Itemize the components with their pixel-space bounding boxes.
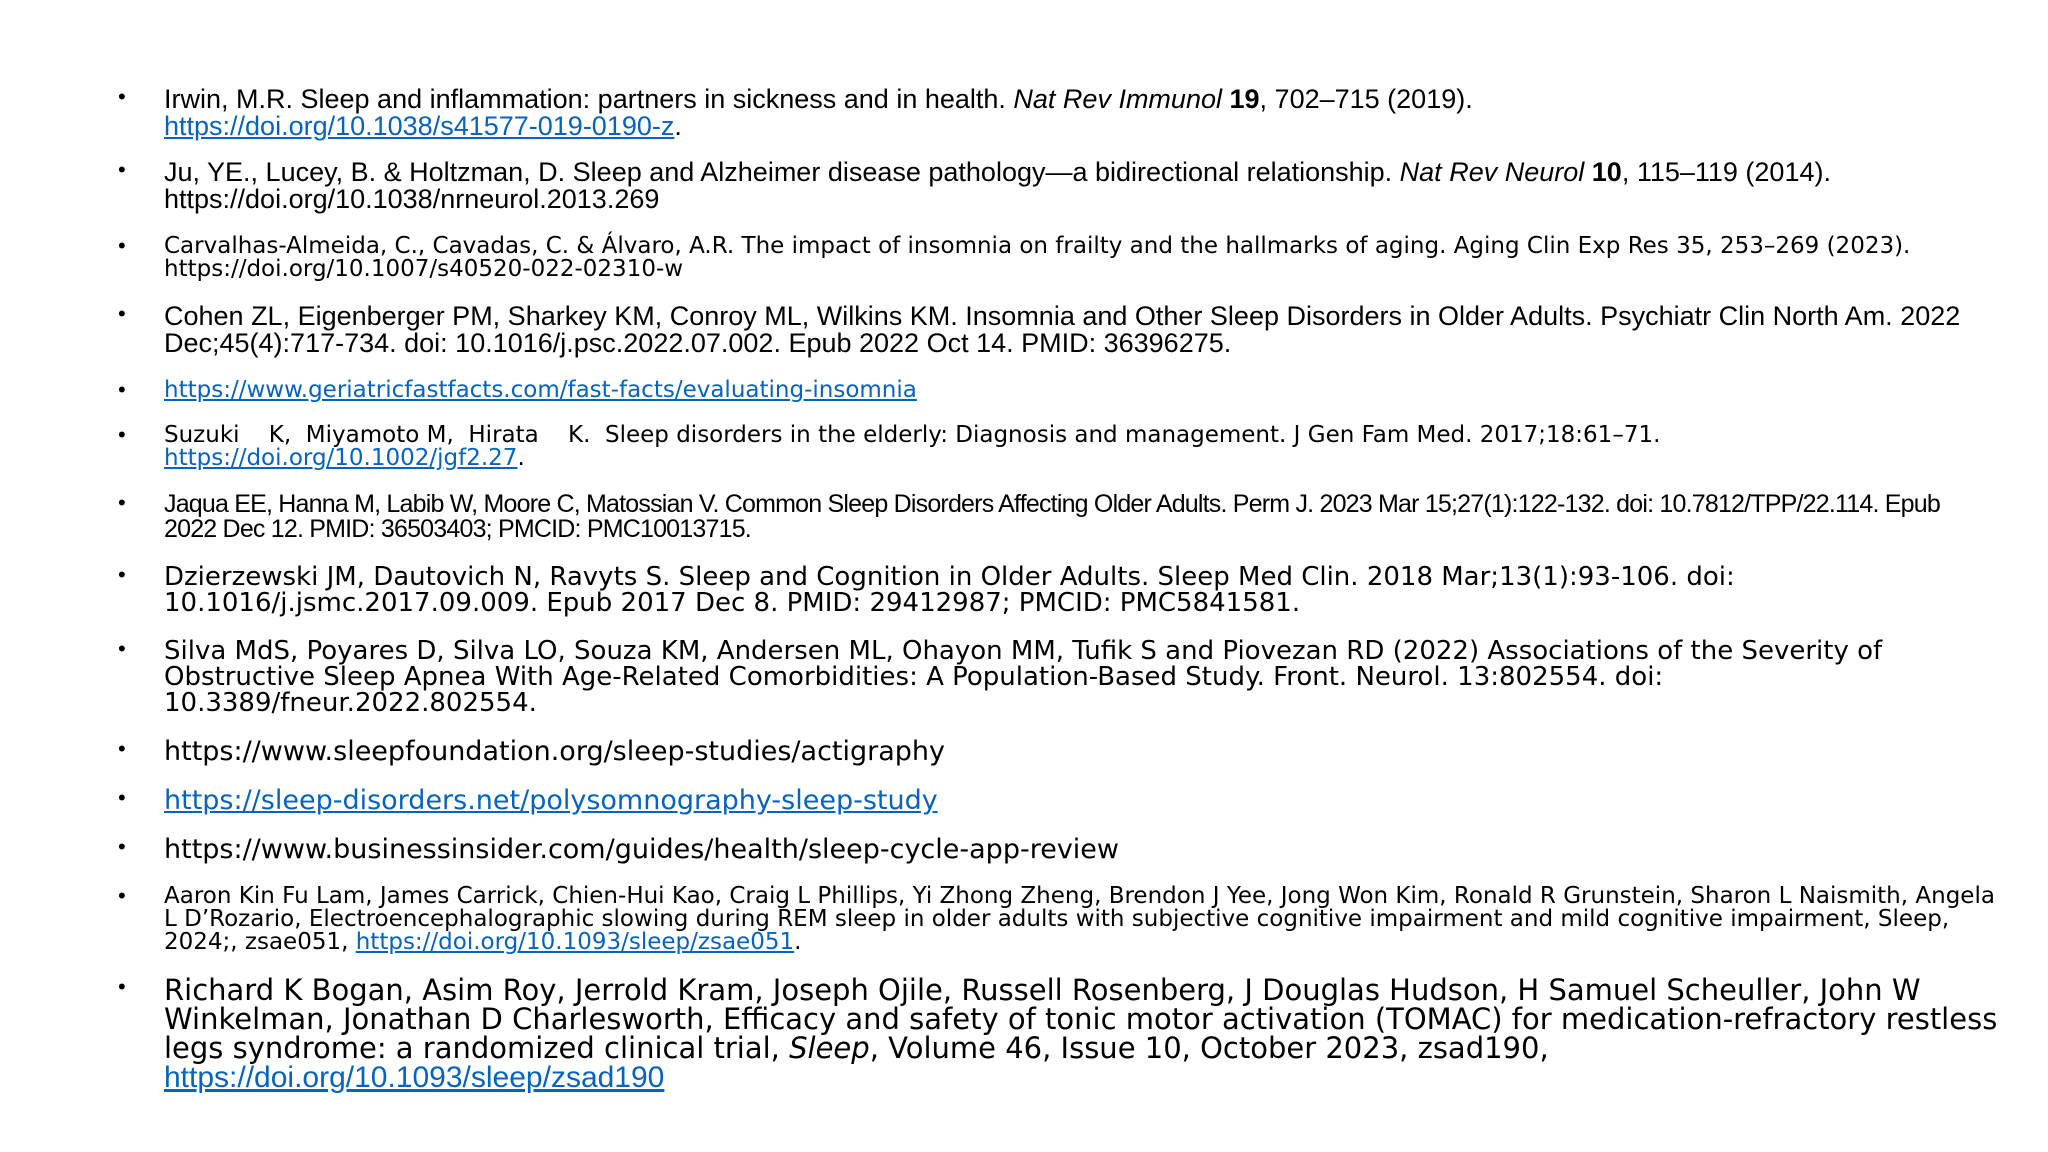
bullet-icon: • — [118, 974, 126, 999]
reference-tail: . — [794, 929, 802, 955]
reference-text: Cohen ZL, Eigenberger PM, Sharkey KM, Conroy ML, Wilkins KM. Insomnia and Other Sleep Disorders in Older Adults. Psychiatr Clin North Am. 2022 Dec;45(4):717-734. doi: 10.1016/j.psc.2022.07.002. Epub 2022 Oct 14. PMID: 36396275. — [164, 301, 1961, 358]
reference-text: https://www.sleepfoundation.org/sleep-studies/actigraphy — [164, 736, 946, 767]
reference-text: Dzierzewski JM, Dautovich N, Ravyts S. Sleep and Cognition in Older Adults. Sleep Med Clin. 2018 Mar;13(1):93-106. doi: 10.1016/j.jsmc.2017.09.009. Epub 2017 Dec 8. PMID: 29412987; PMCID: PMC5841581. — [164, 562, 1735, 618]
bullet-icon: • — [118, 233, 126, 258]
reference-text: Carvalhas-Almeida, C., Cavadas, C. & Álvaro, A.R. The impact of insomnia on frailty and the hallmarks of aging. Aging Clin Exp Res 35, 253–269 (2023). — [164, 233, 1911, 259]
reference-item — [118, 787, 1998, 814]
reference-text: Irwin, M.R. Sleep and inflammation: partners in sickness and in health. — [164, 84, 1014, 114]
reference-text: Aaron Kin Fu Lam, James Carrick, Chien-Hui Kao, Craig L Phillips, Yi Zhong Zheng, Brendon J Yee, Jong Won Kim, Ronald R Grunstein, Sharon L Naismith, Angela L D’Rozario, Electroencephalographic slowing during REM sleep in older adults with subjective cognitive impairment and mild cognitive impairment, Sleep, 2024;, zsae051, — [164, 883, 1995, 955]
journal-name: Nat Rev Neurol — [1399, 157, 1585, 187]
reference-pages: , 115–119 (2014). — [1621, 157, 1831, 187]
reference-item — [118, 86, 1998, 140]
reference-item — [118, 885, 1998, 954]
reference-list — [118, 86, 1998, 1093]
reference-item — [118, 379, 1998, 402]
bullet-icon: • — [118, 883, 126, 908]
reference-item — [118, 973, 1998, 1094]
reference-details: , Volume 46, Issue 10, October 2023, zsad190, — [869, 1031, 1549, 1065]
reference-item — [118, 564, 1998, 616]
reference-text: Silva MdS, Poyares D, Silva LO, Souza KM, Andersen ML, Ohayon MM, Tufik S and Piovezan RD (2022) Associations of the Severity of Obstructive Sleep Apnea With Age-Related Comorbidities: A Population-Based Study. Front. Neurol. 13:802554. doi: 10.3389/fneur.2022.802554. — [164, 636, 1883, 718]
reference-item — [118, 836, 1998, 863]
bullet-icon: • — [118, 636, 126, 661]
bullet-icon: • — [118, 157, 126, 182]
reference-doi: https://doi.org/10.1007/s40520-022-02310-w — [164, 256, 684, 282]
reference-tail: . — [517, 445, 525, 471]
journal-volume: 19 — [1229, 84, 1260, 114]
reference-pages: , 702–715 (2019). — [1259, 84, 1473, 114]
reference-item — [118, 424, 1998, 470]
journal-volume: 10 — [1591, 157, 1622, 187]
bullet-icon: • — [118, 562, 126, 587]
bullet-icon: • — [118, 785, 126, 810]
reference-link[interactable]: https://sleep-disorders.net/polysomnography-sleep-study — [164, 785, 938, 816]
doi-link[interactable]: https://doi.org/10.1093/sleep/zsae051 — [355, 929, 795, 955]
reference-text: Suzuki K, Miyamoto M, Hirata K. Sleep disorders in the elderly: Diagnosis and management. J Gen Fam Med. 2017;18:61–71. — [164, 422, 1661, 448]
doi-link[interactable]: https://doi.org/10.1038/s41577-019-0190-z — [164, 111, 675, 141]
reference-item — [118, 159, 1998, 213]
bullet-icon: • — [118, 301, 126, 326]
bullet-icon: • — [118, 736, 126, 761]
bullet-icon: • — [118, 490, 125, 515]
reference-text: https://www.businessinsider.com/guides/health/sleep-cycle-app-review — [164, 834, 1119, 865]
doi-link[interactable]: https://doi.org/10.1093/sleep/zsad190 — [164, 1061, 665, 1094]
reference-item — [118, 738, 1998, 765]
reference-text: Richard K Bogan, Asim Roy, Jerrold Kram, Joseph Ojile, Russell Rosenberg, J Douglas Hudson, H Samuel Scheuller, John W Winkelman, Jonathan D Charlesworth, Efficacy and safety of tonic motor activation (TOMAC) for medication-refractory restless legs syndrome: a randomized clinical trial, — [164, 973, 1998, 1065]
reference-doi: https://doi.org/10.1038/nrneurol.2013.269 — [164, 184, 660, 214]
reference-text: Jaqua EE, Hanna M, Labib W, Moore C, Matossian V. Common Sleep Disorders Affecting Older Adults. Perm J. 2023 Mar 15;27(1):122-132. doi: 10.7812/TPP/22.114. Epub 2022 Dec 12. PMID: 36503403; PMCID: PMC10013715. — [164, 490, 1940, 543]
journal-name: Nat Rev Immunol — [1013, 84, 1222, 114]
reference-item — [118, 303, 1998, 357]
bullet-icon: • — [118, 834, 126, 859]
reference-item — [118, 638, 1998, 716]
reference-item — [118, 492, 1998, 542]
bullet-icon: • — [118, 422, 126, 447]
bullet-icon: • — [118, 84, 126, 109]
journal-name: Sleep — [789, 1031, 870, 1065]
reference-tail: . — [674, 111, 682, 141]
bullet-icon: • — [118, 377, 126, 402]
doi-link[interactable]: https://doi.org/10.1002/jgf2.27 — [164, 445, 518, 471]
reference-item — [118, 235, 1998, 281]
reference-text: Ju, YE., Lucey, B. & Holtzman, D. Sleep and Alzheimer disease pathology—a bidirectional relationship. — [164, 157, 1400, 187]
reference-link[interactable]: https://www.geriatricfastfacts.com/fast-facts/evaluating-insomnia — [164, 377, 917, 403]
